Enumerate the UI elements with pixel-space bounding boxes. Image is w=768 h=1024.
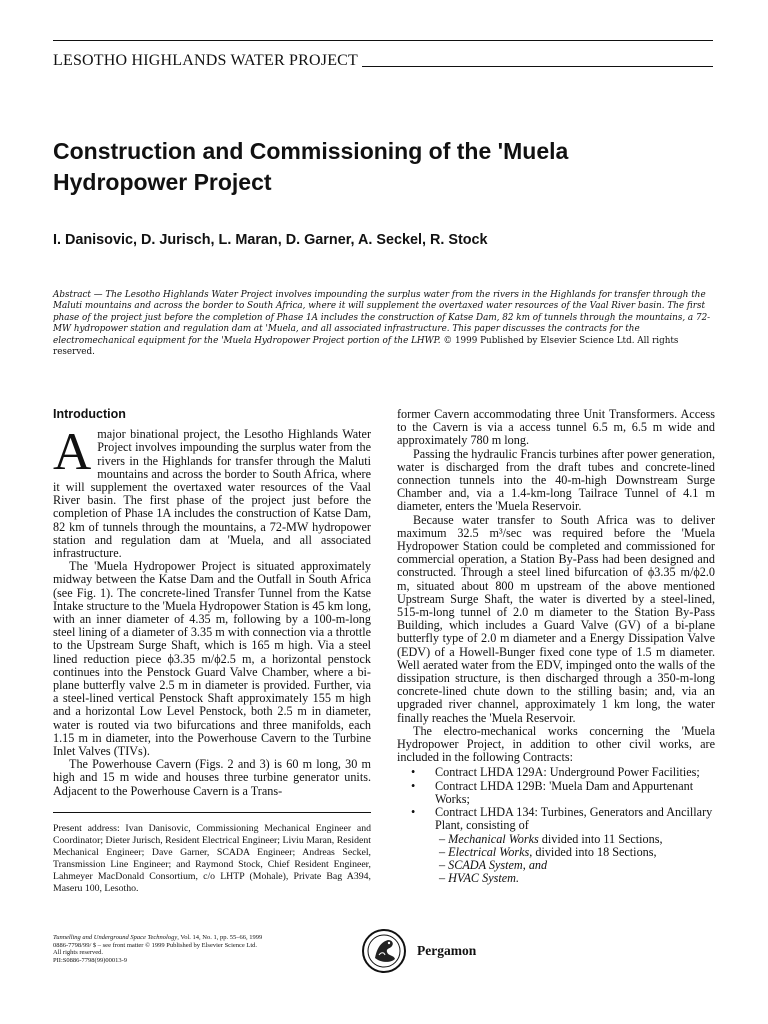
intro-paragraph-1-text: major binational project, the Lesotho Highlands Water Project involves impounding the surplus water from the rivers in the Highlands for transfer through the Maluti mountains and across the border to South Africa, where it will supplement the overtaxed water resources of the Vaal River basin. The first phase of the project just before the completion of Phase 1A includes the construction of Katse Dam, 82 km of tunnels through the mountains, a 72-MW hydropower station and regulation dam at 'Muela, and all associated infrastructure. (53, 427, 371, 561)
journal-line-4: PII:S0886-7798(99)00013-9 (53, 956, 128, 964)
contract-text: Contract LHDA 129B: 'Muela Dam and Appurtenant Works; (435, 778, 694, 806)
author-address-footnote: Present address: Ivan Danisovic, Commissioning Mechanical Engineer and Coordinator; Dieter Jurisch, Resident Electrical Engineer; Liviu Maran, Resident Mechanical Engineer; Dave Garner, SCADA Engineer; Andreas Seckel, Transmission Line Engineer; and Raymond Stock, Chief Resident Engineer, Lahmeyer MacDonald Consortium, c/o LHTP (Mohale), Private Bag A394, Maseru 100, Lesotho. (53, 812, 371, 895)
drop-cap: A (53, 423, 92, 482)
section-name: – HVAC System. (439, 871, 519, 886)
section-detail: divided into 18 Sections, (532, 844, 657, 859)
bullet: • (411, 805, 416, 820)
bullet: • (411, 778, 416, 793)
abstract-copyright: © 1999 Published by Elsevier Science Ltd. All rights reserved. (53, 335, 679, 358)
right-column (397, 408, 715, 885)
right-paragraph-2: Passing the hydraulic Francis turbines after power generation, water is discharged from the draft tubes and concrete-lined connection tunnels into the 40-m-high Downstream Surge Chamber and, via a 1.4-km-long Tailrace Tunnel of 4.1 m diameter, enters the 'Muela Reservoir. (397, 446, 715, 514)
journal-citation-line (53, 934, 353, 942)
journal-citation: , Vol. 14, No. 1, pp. 55–66, 1999 (177, 934, 263, 941)
publisher-name: Pergamon (417, 943, 477, 958)
sections-list (435, 833, 715, 886)
right-paragraph-1: former Cavern accommodating three Unit Transformers. Access to the Cavern is via a access tunnel 6.5 m, 6.5 m wide and approximately 780 m long. (397, 407, 715, 448)
right-paragraph-4: The electro-mechanical works concerning the 'Muela Hydropower Project, in addition to other civil works, are included in the following Contracts: (397, 723, 715, 765)
article-title: Construction and Commissioning of the 'Muela Hydropower Project (53, 138, 569, 195)
contract-item (397, 780, 715, 806)
journal-info (53, 934, 353, 964)
left-column (53, 408, 371, 798)
section-item (435, 872, 715, 885)
journal-name: Tunnelling and Underground Space Technology (53, 934, 178, 941)
top-rule (53, 40, 713, 41)
running-head-rule (362, 66, 713, 67)
section-name: – SCADA System, and (439, 857, 548, 872)
journal-line-3: All rights reserved. (53, 949, 104, 957)
intro-paragraph-3: The Powerhouse Cavern (Figs. 2 and 3) is 60 m long, 30 m high and 15 m wide and houses three turbine generator units. Adjacent to the Powerhouse Cavern is a Trans- (53, 757, 371, 798)
right-paragraph-3: Because water transfer to South Africa was to deliver maximum 32.5 m³/sec was required before the 'Muela Hydropower Station could be completed and commissioned for commercial operation, a Station By-Pass had been designed and constructed. Through a steel lined bifurcation of ϕ3.35 m/ϕ2.0 m, situated about 800 m upstream of the above mentioned Upstream Surge Shaft, the water is diverted by a steel-lined, 515-m-long tunnel of 2.0 m diameter to the Station By-Pass Building, which includes a Guard Valve (GV) of a bi-plane butterfly type of 2.0 m diameter and a Energy Dissipation Valve (EDV) of a Howell-Bunger fixed cone type of 1.5 m diameter. Well aerated water from the EDV, impinged onto the walls of the dissipation structure, is then discharged through a 350-m-long concrete-lined chute down to the stilling basin; and, via an upgraded river channel, approximately 1 km long, the water finally reaches the 'Muela Reservoir. (397, 512, 715, 725)
bullet: • (411, 765, 416, 780)
abstract-text: Abstract — The Lesotho Highlands Water Project involves impounding the surplus water from the rivers in the Highlands for transfer through the Maluti mountains and across the border to South Africa, where it will supplement the overtaxed water resources of the Vaal River basin. The first phase of the project just before the completion of Phase 1A includes the construction of Katse Dam, 82 km of tunnels through the mountains, a 72-MW hydropower station and regulation dam at 'Muela, and all associated infrastructure. This paper discusses the contracts for the electromechanical equipment for the 'Muela Hydropower Project portion of the LHWP. (53, 290, 711, 346)
publisher (361, 928, 476, 974)
contract-text: Contract LHDA 134: Turbines, Generators and Ancillary Plant, consisting of (435, 805, 713, 833)
intro-paragraph-1 (53, 423, 371, 561)
running-head (53, 52, 713, 70)
section-name: – Electrical Works, (439, 844, 533, 859)
running-head-text: LESOTHO HIGHLANDS WATER PROJECT (53, 52, 359, 69)
contract-item (397, 806, 715, 885)
contracts-list (397, 766, 715, 885)
section-name: – Mechanical Works (439, 831, 539, 846)
contract-text: Contract LHDA 129A: Underground Power Facilities; (435, 765, 700, 780)
introduction-heading: Introduction (53, 407, 126, 421)
intro-paragraph-2: The 'Muela Hydropower Project is situated approximately midway between the Katse Dam and the Outfall in South Africa (see Fig. 1). The concrete-lined Transfer Tunnel from the Katse Intake structure to the 'Muela Hydropower Station is 45 km long, with an inner diameter of 4.35 m, following by a 100-m-long steel lining of a diameter of 3.35 m with connection via a throttle to the Upstream Surge Shaft, which is 165 m high. Via a steel lined reduction piece ϕ3.35 m/ϕ2.5 m, a horizontal penstock continues into the Penstock Guard Valve Chamber, where a bi-plane butterfly valve 2.5 m in diameter is provided. Further, via a steel-lined vertical Penstock Shaft approximately 155 m high and a horizontal Low Level Penstock, both 2.5 m in diameter, water is routed via two bifurcations and three manifolds, each 1.15 m in diameter, into the Powerhouse Cavern to the Turbine Inlet Valves (TIVs). (53, 559, 371, 759)
journal-line-2: 0886-7798/99/ $ – see front matter © 1999 Published by Elsevier Science Ltd. (53, 941, 258, 949)
pergamon-logo-icon (361, 928, 407, 974)
authors: I. Danisovic, D. Jurisch, L. Maran, D. Garner, A. Seckel, R. Stock (53, 232, 488, 248)
section-detail: divided into 11 Sections, (538, 831, 663, 846)
abstract (53, 290, 713, 358)
